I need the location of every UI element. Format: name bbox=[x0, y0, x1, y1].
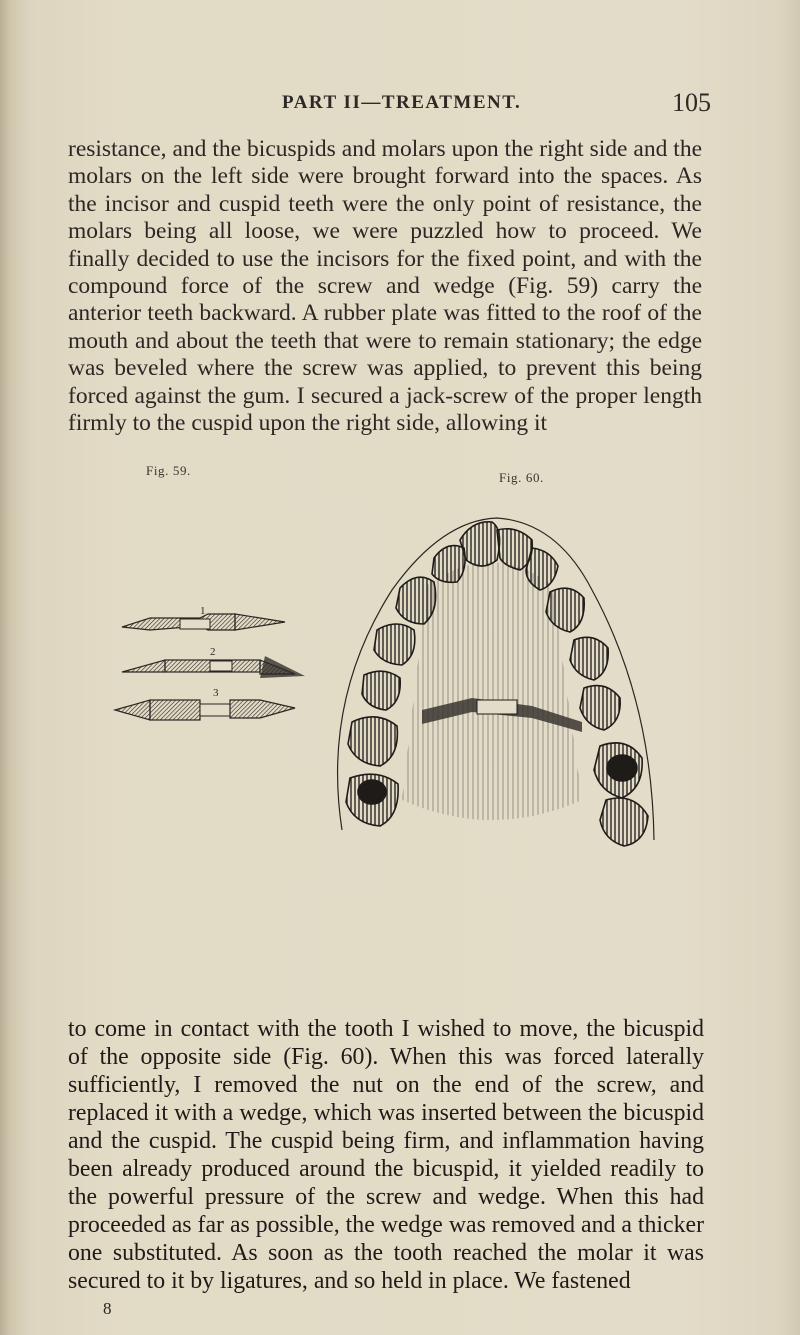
fig-60-caption: Fig. 60. bbox=[499, 470, 544, 485]
fig-60-dental-arch-illustration bbox=[282, 500, 702, 850]
paragraph-top: resistance, and the bicuspids and molars upon the right side and the molars on the left side were brought forward into the spaces. As the incisor and cuspid teeth were the only point of resistance, the molars being all loose, we were puzzled how to proceed. We finally decided to use the incisors for the fixed point, and with the compound force of the screw and wedge (Fig. 59) carry the anterior teeth backward. A rubber plate was fitted to the roof of the mouth and about the teeth that were to remain stationary; the edge was beveled where the screw was applied, to prevent this being forced against the gum. I secured a jack-screw of the proper length firmly to the cuspid upon the right side, allowing it bbox=[68, 136, 702, 437]
page-header bbox=[0, 88, 800, 122]
fig-59-piece-1 bbox=[122, 605, 285, 630]
fig-59-label-2: 2 bbox=[210, 646, 216, 658]
fig-59-label-1: 1 bbox=[200, 605, 206, 617]
fig-59-caption: Fig. 59. bbox=[146, 463, 191, 478]
fig-59-label-3: 3 bbox=[213, 687, 219, 699]
signature-mark: 8 bbox=[103, 1299, 112, 1318]
fig-59-piece-3 bbox=[115, 687, 295, 720]
fig-59-piece-2 bbox=[122, 646, 305, 678]
running-head: PART II—TREATMENT. bbox=[282, 92, 522, 113]
paragraph-bottom: to come in contact with the tooth I wished to move, the bicuspid of the opposite side (Fig. 60). When this was forced laterally sufficiently, I removed the nut on the end of the screw, and replaced it with a wedge, which was inserted between the bicuspid and the cuspid. The cuspid being firm, and inflammation having been already produced around the bicuspid, it yielded readily to the powerful pressure of the screw and wedge. When this had proceeded as far as possible, the wedge was removed and a thicker one substituted. As soon as the tooth reached the molar it was secured to it by ligatures, and so held in place. We fastened bbox=[68, 1016, 704, 1294]
page-number: 105 bbox=[672, 88, 711, 117]
